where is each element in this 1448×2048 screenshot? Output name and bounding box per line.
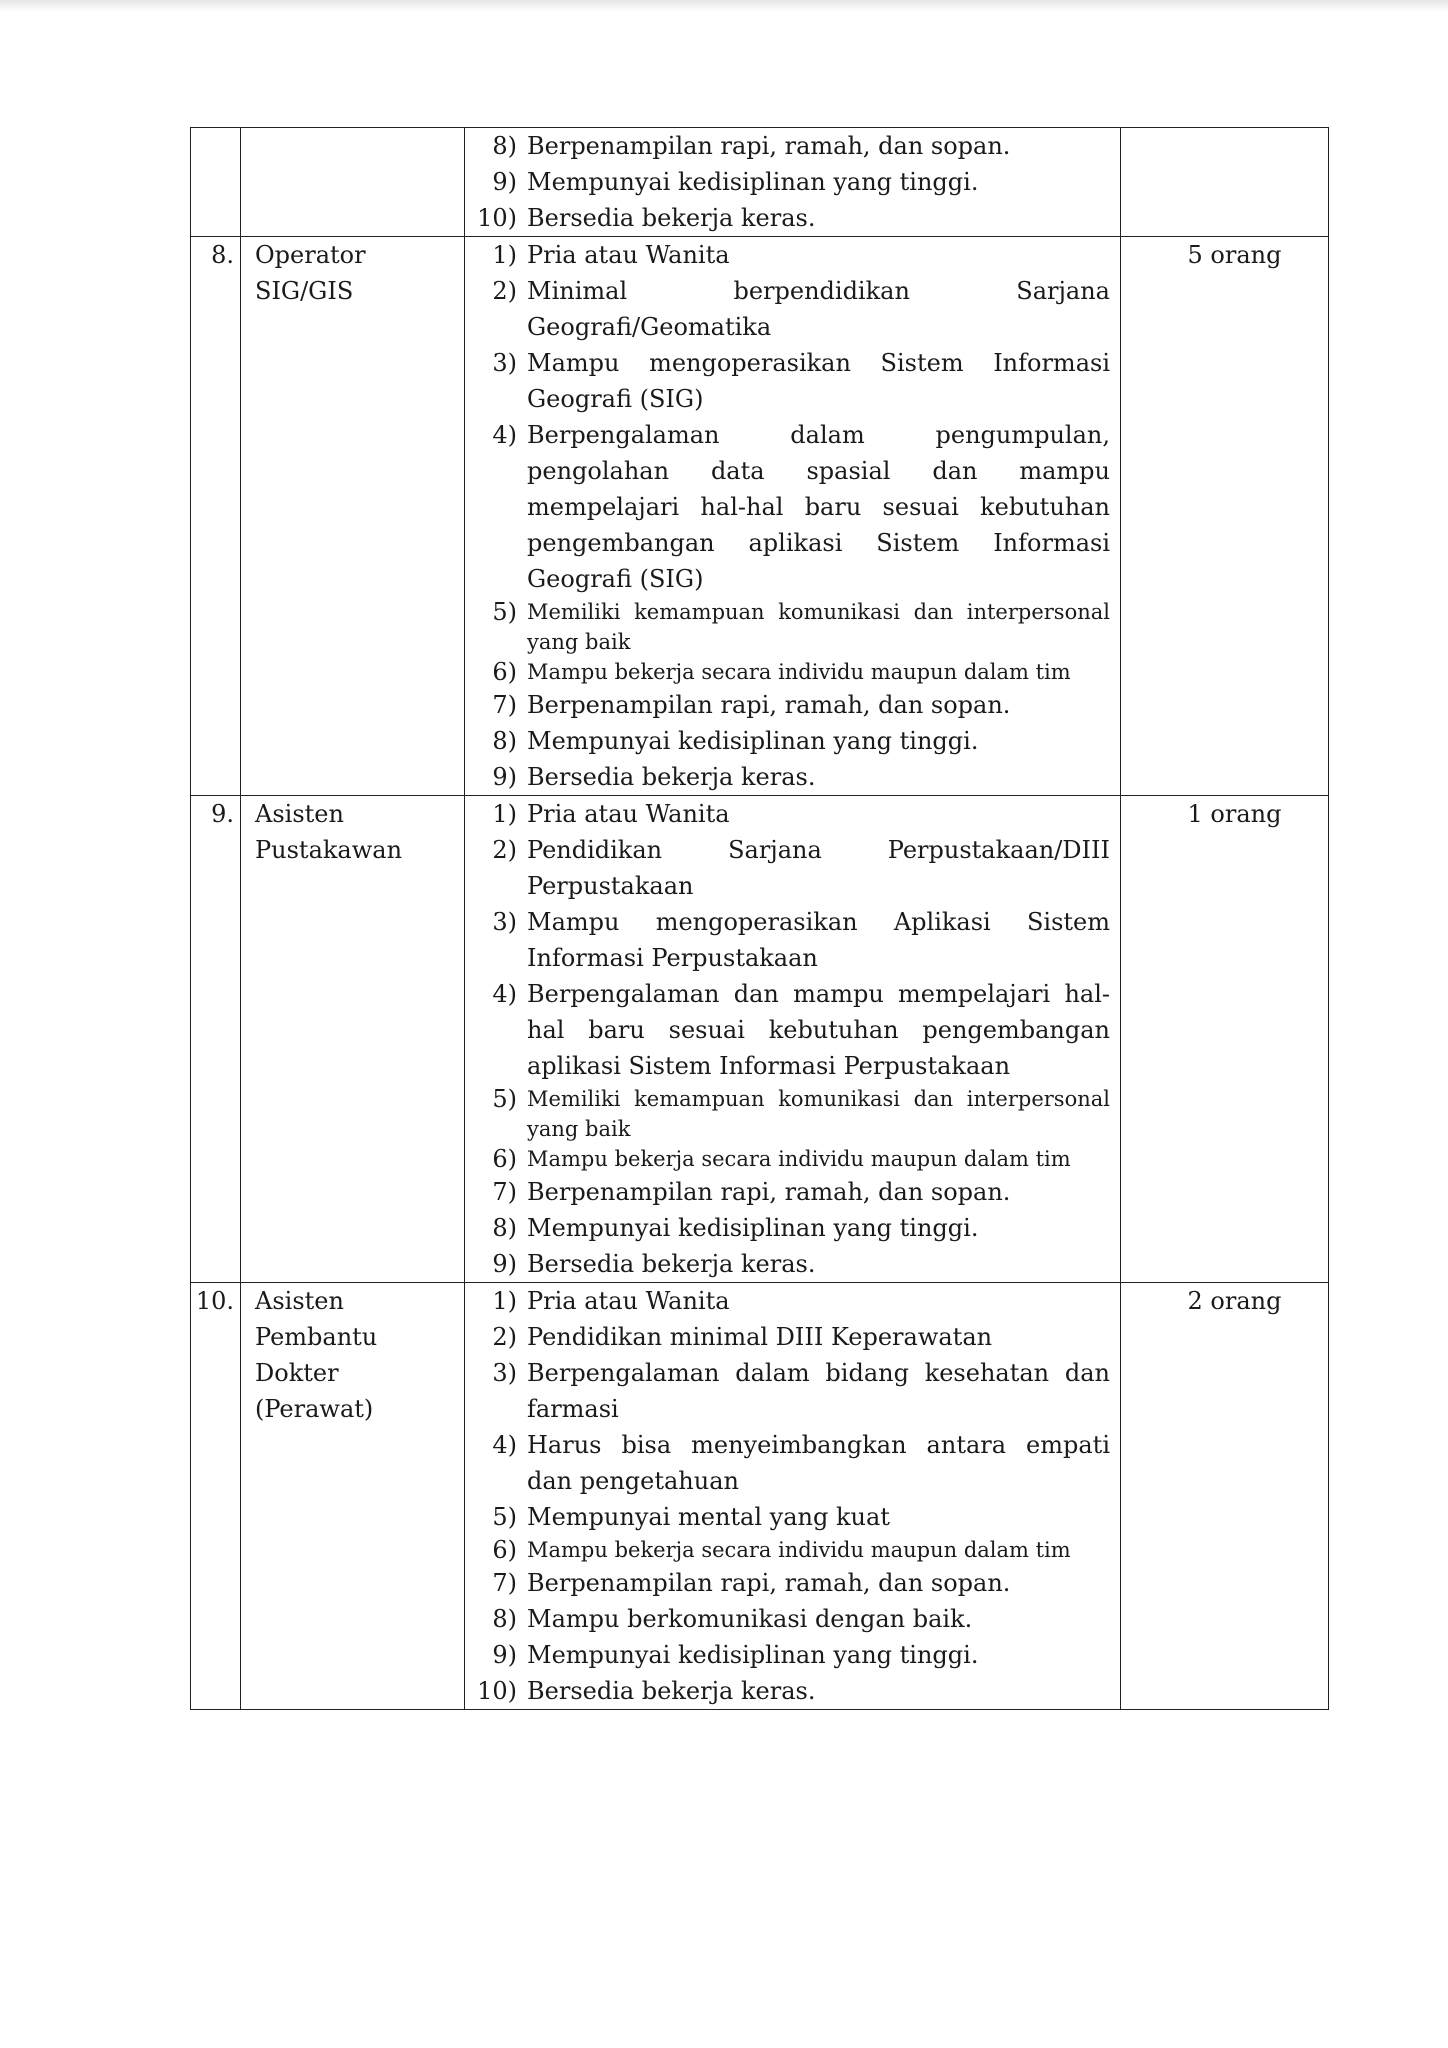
item-marker: 5) bbox=[492, 1503, 517, 1531]
item-text: Mempunyai kedisiplinan yang tinggi. bbox=[527, 1214, 979, 1242]
position-title bbox=[241, 128, 465, 237]
position-title-line: Pustakawan bbox=[255, 836, 403, 864]
item-text: Bersedia bekerja keras. bbox=[527, 204, 816, 232]
list-item bbox=[465, 687, 1120, 723]
item-text: Mampu bekerja secara individu maupun dalam tim bbox=[527, 1538, 1071, 1562]
item-text: Mempunyai kedisiplinan yang tinggi. bbox=[527, 168, 979, 196]
item-text: Mempunyai mental yang kuat bbox=[527, 1503, 890, 1531]
item-text: Memiliki kemampuan komunikasi dan interpersonal yang baik bbox=[527, 1087, 1110, 1141]
position-title-line: Dokter bbox=[255, 1359, 339, 1387]
item-text: Berpenampilan rapi, ramah, dan sopan. bbox=[527, 1178, 1011, 1206]
list-item bbox=[465, 1355, 1120, 1427]
list-item bbox=[465, 904, 1120, 976]
item-text: Berpenampilan rapi, ramah, dan sopan. bbox=[527, 132, 1011, 160]
position-title bbox=[241, 1283, 465, 1710]
item-text: Berpenampilan rapi, ramah, dan sopan. bbox=[527, 691, 1011, 719]
item-text: Mempunyai kedisiplinan yang tinggi. bbox=[527, 727, 979, 755]
requirements-table bbox=[190, 127, 1329, 1710]
requirements-list bbox=[465, 128, 1120, 236]
position-title-line: (Perawat) bbox=[255, 1395, 374, 1423]
list-item bbox=[465, 1601, 1120, 1637]
item-marker: 5) bbox=[492, 1085, 517, 1113]
item-marker: 10) bbox=[477, 204, 517, 232]
item-text: Mampu bekerja secara individu maupun dalam tim bbox=[527, 660, 1071, 684]
item-text: Minimal berpendidikan Sarjana Geografi/Geomatika bbox=[527, 277, 1110, 341]
requirements-list bbox=[465, 1283, 1120, 1709]
quantity: 5 orang bbox=[1121, 237, 1329, 796]
item-marker: 2) bbox=[492, 836, 517, 864]
item-marker: 10) bbox=[477, 1677, 517, 1705]
list-item bbox=[465, 832, 1120, 904]
list-item bbox=[465, 1319, 1120, 1355]
quantity: 1 orang bbox=[1121, 796, 1329, 1283]
table-row bbox=[191, 796, 1329, 1283]
item-marker: 4) bbox=[492, 980, 517, 1008]
list-item bbox=[465, 1174, 1120, 1210]
list-item bbox=[465, 1565, 1120, 1601]
item-text: Mempunyai kedisiplinan yang tinggi. bbox=[527, 1641, 979, 1669]
item-marker: 6) bbox=[492, 1145, 517, 1173]
table-row bbox=[191, 1283, 1329, 1710]
item-marker: 8) bbox=[492, 132, 517, 160]
item-text: Berpenampilan rapi, ramah, dan sopan. bbox=[527, 1569, 1011, 1597]
item-marker: 1) bbox=[492, 800, 517, 828]
item-text: Memiliki kemampuan komunikasi dan interpersonal yang baik bbox=[527, 600, 1110, 654]
item-text: Pendidikan minimal DIII Keperawatan bbox=[527, 1323, 993, 1351]
list-item bbox=[465, 976, 1120, 1084]
list-item bbox=[465, 128, 1120, 164]
position-title bbox=[241, 796, 465, 1283]
list-item bbox=[465, 1535, 1120, 1565]
requirements-list bbox=[465, 796, 1120, 1282]
item-text: Pria atau Wanita bbox=[527, 1287, 730, 1315]
item-text: Berpengalaman dalam bidang kesehatan dan farmasi bbox=[527, 1359, 1110, 1423]
row-number: 10. bbox=[191, 1283, 241, 1710]
item-text: Berpengalaman dan mampu mempelajari hal-hal baru sesuai kebutuhan pengembangan aplikasi Sistem Informasi Perpustakaan bbox=[527, 980, 1110, 1080]
item-text: Berpengalaman dalam pengumpulan, pengolahan data spasial dan mampu mempelajari hal-hal baru sesuai kebutuhan pengembangan aplikasi Sistem Informasi Geografi (SIG) bbox=[527, 421, 1110, 593]
item-text: Pria atau Wanita bbox=[527, 241, 730, 269]
list-item bbox=[465, 1673, 1120, 1709]
item-marker: 5) bbox=[492, 598, 517, 626]
item-text: Bersedia bekerja keras. bbox=[527, 1677, 816, 1705]
item-marker: 1) bbox=[492, 1287, 517, 1315]
table-row bbox=[191, 128, 1329, 237]
item-marker: 9) bbox=[492, 763, 517, 791]
item-marker: 7) bbox=[492, 691, 517, 719]
item-marker: 1) bbox=[492, 241, 517, 269]
scan-edge-shadow bbox=[0, 0, 1448, 12]
item-text: Mampu mengoperasikan Aplikasi Sistem Informasi Perpustakaan bbox=[527, 908, 1110, 972]
position-title-line: Pembantu bbox=[255, 1323, 378, 1351]
item-marker: 9) bbox=[492, 1641, 517, 1669]
item-text: Pendidikan Sarjana Perpustakaan/DIII Perpustakaan bbox=[527, 836, 1110, 900]
list-item bbox=[465, 1427, 1120, 1499]
item-text: Pria atau Wanita bbox=[527, 800, 730, 828]
item-marker: 8) bbox=[492, 1214, 517, 1242]
position-title-line: Operator bbox=[255, 241, 366, 269]
item-marker: 8) bbox=[492, 727, 517, 755]
list-item bbox=[465, 273, 1120, 345]
item-marker: 4) bbox=[492, 421, 517, 449]
item-marker: 6) bbox=[492, 1536, 517, 1564]
requirements-cell bbox=[465, 1283, 1121, 1710]
list-item bbox=[465, 1499, 1120, 1535]
item-marker: 2) bbox=[492, 277, 517, 305]
position-title-line: Asisten bbox=[255, 1287, 344, 1315]
item-text: Harus bisa menyeimbangkan antara empati dan pengetahuan bbox=[527, 1431, 1110, 1495]
item-marker: 7) bbox=[492, 1178, 517, 1206]
list-item bbox=[465, 796, 1120, 832]
item-marker: 3) bbox=[492, 908, 517, 936]
item-marker: 4) bbox=[492, 1431, 517, 1459]
item-text: Bersedia bekerja keras. bbox=[527, 1250, 816, 1278]
item-marker: 7) bbox=[492, 1569, 517, 1597]
list-item bbox=[465, 759, 1120, 795]
quantity bbox=[1121, 128, 1329, 237]
requirements-list bbox=[465, 237, 1120, 795]
list-item bbox=[465, 597, 1120, 657]
position-title-line: SIG/GIS bbox=[255, 277, 354, 305]
item-marker: 8) bbox=[492, 1605, 517, 1633]
item-text: Mampu berkomunikasi dengan baik. bbox=[527, 1605, 973, 1633]
list-item bbox=[465, 1246, 1120, 1282]
list-item bbox=[465, 1144, 1120, 1174]
list-item bbox=[465, 657, 1120, 687]
item-marker: 6) bbox=[492, 658, 517, 686]
requirements-cell bbox=[465, 128, 1121, 237]
item-marker: 9) bbox=[492, 168, 517, 196]
list-item bbox=[465, 200, 1120, 236]
position-title-line: Asisten bbox=[255, 800, 344, 828]
item-marker: 2) bbox=[492, 1323, 517, 1351]
list-item bbox=[465, 417, 1120, 597]
list-item bbox=[465, 723, 1120, 759]
row-number bbox=[191, 128, 241, 237]
list-item bbox=[465, 1637, 1120, 1673]
item-text: Bersedia bekerja keras. bbox=[527, 763, 816, 791]
table-row bbox=[191, 237, 1329, 796]
requirements-cell bbox=[465, 796, 1121, 1283]
row-number: 9. bbox=[191, 796, 241, 1283]
list-item bbox=[465, 1283, 1120, 1319]
requirements-table-body bbox=[191, 128, 1329, 1710]
item-text: Mampu mengoperasikan Sistem Informasi Geografi (SIG) bbox=[527, 349, 1110, 413]
item-marker: 3) bbox=[492, 1359, 517, 1387]
requirements-cell bbox=[465, 237, 1121, 796]
row-number: 8. bbox=[191, 237, 241, 796]
list-item bbox=[465, 1210, 1120, 1246]
item-marker: 9) bbox=[492, 1250, 517, 1278]
list-item bbox=[465, 237, 1120, 273]
position-title bbox=[241, 237, 465, 796]
item-marker: 3) bbox=[492, 349, 517, 377]
list-item bbox=[465, 164, 1120, 200]
list-item bbox=[465, 1084, 1120, 1144]
quantity: 2 orang bbox=[1121, 1283, 1329, 1710]
list-item bbox=[465, 345, 1120, 417]
item-text: Mampu bekerja secara individu maupun dalam tim bbox=[527, 1147, 1071, 1171]
